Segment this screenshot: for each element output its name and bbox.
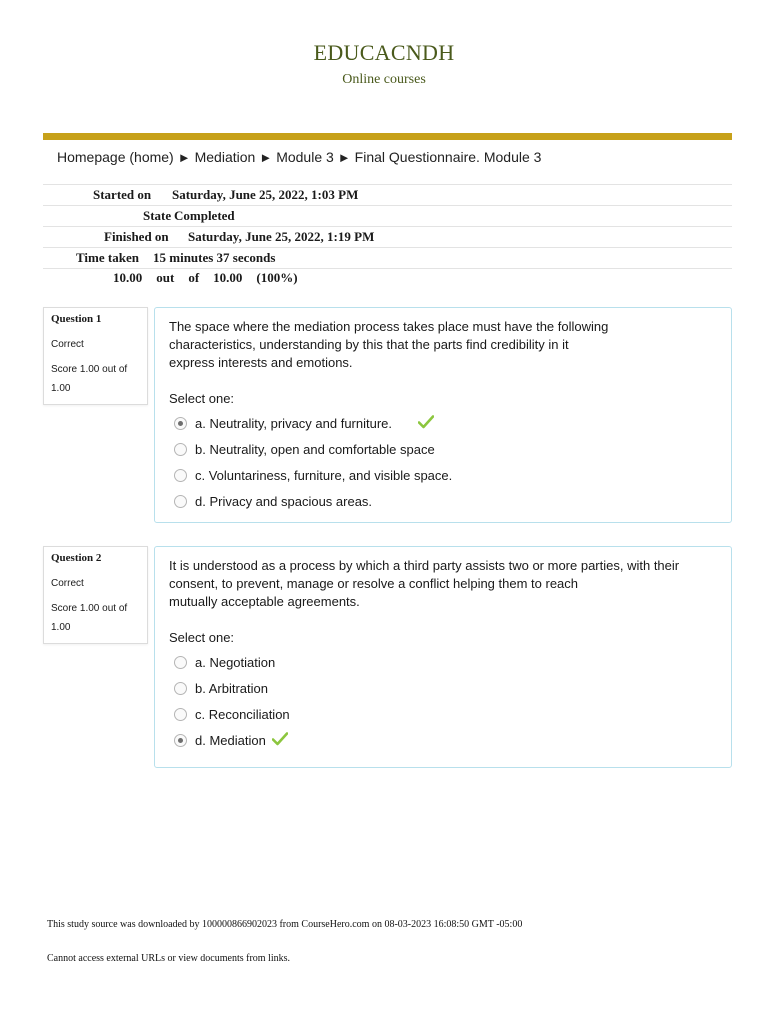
question-content	[154, 307, 732, 523]
breadcrumb-home[interactable]: Homepage (home)	[57, 149, 174, 165]
question-info-box	[43, 307, 148, 405]
summary-state-row	[43, 206, 732, 227]
finished-value: Saturday, June 25, 2022, 1:19 PM	[188, 229, 375, 244]
answer-option[interactable]	[169, 410, 717, 436]
select-one-prompt: Select one:	[169, 630, 235, 645]
summary-time-row	[43, 248, 732, 269]
question-content	[154, 546, 732, 768]
answer-list	[169, 410, 717, 514]
site-header	[0, 40, 768, 88]
radio-button[interactable]	[174, 469, 187, 482]
answer-option[interactable]	[169, 462, 717, 488]
question-text-line: express interests and emotions.	[169, 355, 353, 370]
breadcrumb-course[interactable]: Mediation	[194, 149, 256, 165]
answer-label[interactable]: c. Voluntariness, furniture, and visible space.	[195, 467, 453, 483]
radio-selected[interactable]	[174, 734, 187, 747]
header-divider-bar	[43, 133, 732, 140]
answer-list	[169, 649, 717, 753]
started-value: Saturday, June 25, 2022, 1:03 PM	[172, 187, 359, 202]
check-icon	[272, 732, 288, 749]
answer-option[interactable]	[169, 675, 717, 701]
time-label: Time taken	[76, 250, 139, 265]
state-label: State	[143, 208, 172, 223]
question-number: Question 1	[51, 313, 102, 325]
question-text	[169, 557, 699, 611]
summary-finished-row	[43, 227, 732, 248]
question-text-line: consent, to prevent, manage or resolve a conflict helping them to reach	[169, 576, 579, 591]
answer-option[interactable]	[169, 701, 717, 727]
radio-selected[interactable]	[174, 417, 187, 430]
time-value: 15 minutes 37 seconds	[153, 250, 276, 265]
grade-score: 10.00	[113, 270, 143, 285]
grade-of-word: of	[188, 270, 200, 285]
answer-label[interactable]: b. Neutrality, open and comfortable space	[195, 441, 435, 457]
answer-label[interactable]: a. Negotiation	[195, 654, 276, 670]
breadcrumb-arrow: ►	[177, 150, 191, 165]
question-text-line: mutually acceptable agreements.	[169, 594, 360, 609]
attempt-summary	[43, 184, 732, 269]
breadcrumb-module[interactable]: Module 3	[276, 149, 334, 165]
finished-label: Finished on	[104, 229, 169, 244]
radio-button[interactable]	[174, 682, 187, 695]
access-note: Cannot access external URLs or view documents from links.	[47, 953, 290, 964]
grade-max: 10.00	[213, 270, 243, 285]
site-subtitle: Online courses	[342, 72, 426, 87]
question-state: Correct	[51, 578, 84, 589]
breadcrumb	[57, 149, 541, 165]
breadcrumb-quiz[interactable]: Final Questionnaire. Module 3	[354, 149, 542, 165]
question-text-line: It is understood as a process by which a third party assists two or more parties, with their	[169, 558, 680, 573]
question-score: Score 1.00 out of 1.00	[51, 364, 128, 394]
question-text	[169, 318, 629, 372]
radio-button[interactable]	[174, 656, 187, 669]
select-one-prompt: Select one:	[169, 391, 235, 406]
question-state: Correct	[51, 339, 84, 350]
radio-button[interactable]	[174, 495, 187, 508]
answer-label[interactable]: d. Mediation	[195, 732, 266, 748]
site-title[interactable]: EDUCACNDH	[313, 40, 455, 65]
question-info-box	[43, 546, 148, 644]
grade-summary	[113, 270, 312, 286]
answer-label[interactable]: a. Neutrality, privacy and furniture.	[195, 415, 393, 431]
answer-option[interactable]	[169, 649, 717, 675]
answer-label[interactable]: b. Arbitration	[195, 680, 268, 696]
answer-option[interactable]	[169, 436, 717, 462]
breadcrumb-arrow: ►	[337, 150, 351, 165]
answer-label[interactable]: d. Privacy and spacious areas.	[195, 493, 373, 509]
state-value: Completed	[174, 208, 235, 223]
breadcrumb-arrow: ►	[259, 150, 273, 165]
question-score: Score 1.00 out of 1.00	[51, 603, 128, 633]
radio-button[interactable]	[174, 708, 187, 721]
download-source-note: This study source was downloaded by 100000866902023 from CourseHero.com on 08-03-2023 16:08:50 GMT -05:00	[47, 919, 523, 930]
answer-label[interactable]: c. Reconciliation	[195, 706, 290, 722]
started-label: Started on	[93, 187, 152, 202]
check-icon	[418, 415, 434, 432]
answer-option[interactable]	[169, 727, 717, 753]
question-text-line: The space where the mediation process takes place must have the following	[169, 319, 609, 334]
grade-out-word: out	[156, 270, 175, 285]
question-text-line: characteristics, understanding by this that the parts find credibility in it	[169, 337, 569, 352]
grade-percent: (100%)	[256, 270, 298, 285]
summary-started-row	[43, 185, 732, 206]
radio-button[interactable]	[174, 443, 187, 456]
question-number: Question 2	[51, 552, 102, 564]
answer-option[interactable]	[169, 488, 717, 514]
